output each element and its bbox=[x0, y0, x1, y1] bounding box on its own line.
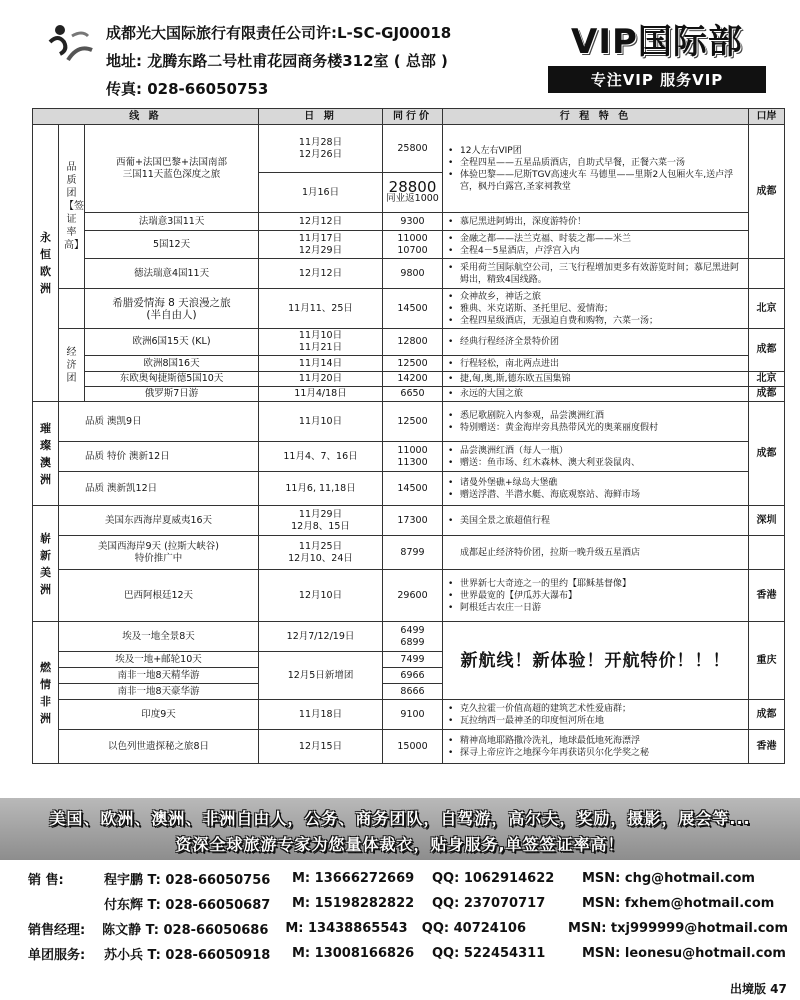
price-cell: 12500 bbox=[383, 402, 443, 442]
date-cell: 11月4、7、16日 bbox=[259, 442, 383, 472]
feature-item: 成都起止经济特价团，拉斯一晚升级五星酒店 bbox=[460, 547, 641, 558]
feature-item: • 阿根廷古农庄一日游 bbox=[446, 602, 745, 614]
contact-row bbox=[28, 941, 788, 966]
port-cell bbox=[749, 536, 785, 570]
feature-item: • 克久拉霍一价值高超的建筑艺术性爱庙群； bbox=[446, 703, 745, 715]
route-cell: 5国12天 bbox=[85, 231, 259, 259]
table-row bbox=[33, 387, 785, 402]
date-cell: 12月12日 bbox=[259, 259, 383, 289]
feature-item: • 行程轻松，南北两点进出 bbox=[446, 358, 745, 370]
table-row bbox=[33, 372, 785, 387]
port-cell: 北京 bbox=[749, 372, 785, 387]
feature-item: • 悉尼歌剧院入内参观，品尝澳洲红酒 bbox=[446, 410, 745, 422]
price-cell: 8799 bbox=[383, 536, 443, 570]
port-cell: 重庆 bbox=[749, 622, 785, 700]
feature-item: • 特别赠送：黄金海岸旁具热带风光的奥莱丽度假村 bbox=[446, 422, 745, 434]
table-row bbox=[33, 506, 785, 536]
price-cell: 6650 bbox=[383, 387, 443, 402]
date-cell: 12月12日 bbox=[259, 213, 383, 231]
price-cell: 25800 bbox=[383, 125, 443, 173]
company-license: 成都光大国际旅行有限责任公司许:L-SC-GJ00018 bbox=[106, 24, 452, 42]
table-row bbox=[33, 125, 785, 173]
date-cell: 11月4/18日 bbox=[259, 387, 383, 402]
contact-role: 单团服务: bbox=[28, 948, 86, 963]
feature-item: • 金融之都——法兰克福、时装之都——米兰 bbox=[446, 233, 745, 245]
region-australia: 璀璨澳洲 bbox=[33, 402, 59, 506]
feature-item: • 全程四星——五星品质酒店，自助式早餐，正餐六菜一汤 bbox=[446, 157, 745, 169]
table-row bbox=[33, 231, 785, 259]
features-cell bbox=[443, 442, 749, 472]
route-cell: 品质 特价 澳新12日 bbox=[59, 442, 259, 472]
table-row bbox=[33, 402, 785, 442]
route-cell: 东欧奥匈捷斯德5国10天 bbox=[85, 372, 259, 387]
feature-item: • 永远的大国之旅 bbox=[446, 388, 745, 400]
vip-block bbox=[548, 22, 766, 93]
price-cell: 14500 bbox=[383, 472, 443, 506]
col-header-date: 日 期 bbox=[259, 109, 383, 125]
price-cell: 6966 bbox=[383, 668, 443, 684]
feature-item: • 瓦拉纳西一最神圣的印度恒河所在地 bbox=[446, 715, 745, 727]
date-cell: 11月18日 bbox=[259, 700, 383, 730]
features-cell bbox=[443, 372, 749, 387]
feature-item: • 世界最宽的【伊瓜苏大瀑布】 bbox=[446, 590, 745, 602]
price-cell: 7499 bbox=[383, 652, 443, 668]
date-cell: 11月25日 12月10、24日 bbox=[259, 536, 383, 570]
promo-banner bbox=[0, 798, 800, 860]
contact-row bbox=[28, 866, 788, 891]
region-africa: 燃情非洲 bbox=[33, 622, 59, 764]
route-cell: 欧洲8国16天 bbox=[85, 356, 259, 372]
contact-msn: MSN: leonesu@hotmail.com bbox=[582, 946, 786, 961]
route-cell: 美国西海岸9天 (拉斯大峡谷) 特价推广中 bbox=[59, 536, 259, 570]
price-cell: 14500 bbox=[383, 289, 443, 329]
route-cell: 巴西阿根廷12天 bbox=[59, 570, 259, 622]
table-header-row bbox=[33, 109, 785, 125]
feature-item: • 赠送浮潜、半潜水艇、海底观察站、海鲜市场 bbox=[446, 489, 745, 501]
price-cell: 6499 6899 bbox=[383, 622, 443, 652]
vip-title: VIP国际部 bbox=[571, 22, 743, 62]
price-cell: 11000 11300 bbox=[383, 442, 443, 472]
contact-qq: QQ: 40724106 bbox=[421, 921, 526, 936]
feature-item: • 精神高地耶路撒冷洗礼，地球最低地死海漂浮 bbox=[446, 735, 745, 747]
route-cell: 法瑞意3国11天 bbox=[85, 213, 259, 231]
features-cell bbox=[443, 570, 749, 622]
features-cell bbox=[443, 472, 749, 506]
price-value: 28800 bbox=[388, 177, 437, 196]
port-cell: 成都 bbox=[749, 329, 785, 372]
date-cell: 11月28日 12月26日 bbox=[259, 125, 383, 173]
company-fax: 传真: 028-66050753 bbox=[106, 80, 269, 98]
feature-item: • 经典行程经济全景特价团 bbox=[446, 336, 745, 348]
feature-item: • 雅典、米克诺斯、圣托里尼、爱情海； bbox=[446, 303, 745, 315]
feature-item: • 探寻上帝应许之地探今年再获诺贝尔化学奖之秘 bbox=[446, 747, 745, 759]
features-cell bbox=[443, 213, 749, 231]
port-cell: 北京 bbox=[749, 289, 785, 329]
banner-slogan: 资深全球旅游专家为您量体裁衣，贴身服务,单签签证率高！ bbox=[175, 835, 625, 854]
contact-mobile: M: 13438865543 bbox=[285, 921, 408, 936]
table-row bbox=[33, 570, 785, 622]
contact-list bbox=[28, 866, 788, 966]
price-cell: 9800 bbox=[383, 259, 443, 289]
feature-item: • 众神故乡，神话之旅 bbox=[446, 291, 745, 303]
date-cell: 11月17日 12月29日 bbox=[259, 231, 383, 259]
price-cell: 12500 bbox=[383, 356, 443, 372]
table-row bbox=[33, 536, 785, 570]
route-cell: 美国东西海岸夏威夷16天 bbox=[59, 506, 259, 536]
price-cell: 15000 bbox=[383, 730, 443, 764]
features-cell bbox=[443, 536, 749, 570]
price-cell: 12800 bbox=[383, 329, 443, 356]
contact-name-phone: 程宇鹏 T: 028-66050756 bbox=[104, 873, 271, 888]
route-cell: 埃及一地+邮轮10天 bbox=[59, 652, 259, 668]
date-cell: 11月11、25日 bbox=[259, 289, 383, 329]
feature-item: • 捷,匈,奥,斯,德东欧五国集锦 bbox=[446, 373, 745, 385]
feature-item: • 12人左右VIP团 bbox=[446, 145, 745, 157]
contact-row bbox=[28, 916, 788, 941]
table-row bbox=[33, 730, 785, 764]
feature-item: • 体验巴黎——尼斯TGV高速火车 马德里——里斯2人包厢火车,送卢浮宫，枫丹白露宫,圣家祠教堂 bbox=[446, 169, 745, 193]
subgroup-empty bbox=[59, 289, 85, 329]
price-cell: 14200 bbox=[383, 372, 443, 387]
new-route-slogan: 新航线！新体验！开航特价！！！ bbox=[443, 622, 749, 700]
route-cell: 埃及一地全景8天 bbox=[59, 622, 259, 652]
route-cell: 品质 澳新凯12日 bbox=[59, 472, 259, 506]
contact-qq: QQ: 1062914622 bbox=[432, 871, 555, 886]
port-cell: 成都 bbox=[749, 402, 785, 506]
contact-mobile: M: 13666272669 bbox=[292, 871, 415, 886]
contact-name-phone: 陈文静 T: 028-66050686 bbox=[102, 923, 269, 938]
company-address: 地址: 龙腾东路二号杜甫花园商务楼312室 ( 总部 ) bbox=[106, 52, 448, 70]
price-note: 同业返1000 bbox=[386, 192, 439, 204]
date-cell: 11月29日 12月8、15日 bbox=[259, 506, 383, 536]
contact-name-phone: 苏小兵 T: 028-66050918 bbox=[104, 948, 271, 963]
features-cell bbox=[443, 231, 749, 259]
table-row bbox=[33, 356, 785, 372]
col-header-port: 口岸 bbox=[749, 109, 785, 125]
price-cell bbox=[383, 173, 443, 213]
date-cell: 12月15日 bbox=[259, 730, 383, 764]
header bbox=[0, 0, 800, 110]
page-number: 出境版 47 bbox=[730, 982, 787, 996]
subgroup-economy: 经济团 bbox=[59, 329, 85, 402]
route-cell: 印度9天 bbox=[59, 700, 259, 730]
price-cell: 9100 bbox=[383, 700, 443, 730]
features-cell bbox=[443, 259, 749, 289]
contact-role: 销 售: bbox=[28, 873, 64, 888]
feature-item: • 诸曼外堡礁+绿岛大堡礁 bbox=[446, 477, 745, 489]
feature-item: • 品尝澳洲红酒（每人一瓶） bbox=[446, 445, 745, 457]
col-header-features: 行 程 特 色 bbox=[443, 109, 749, 125]
features-cell bbox=[443, 402, 749, 442]
contact-msn: MSN: fxhem@hotmail.com bbox=[582, 896, 775, 911]
contact-mobile: M: 13008166826 bbox=[292, 946, 415, 961]
port-cell: 香港 bbox=[749, 730, 785, 764]
feature-item: • 世界新七大奇迹之一的里约【耶稣基督像】 bbox=[446, 578, 745, 590]
contact-qq: QQ: 237070717 bbox=[432, 896, 546, 911]
port-cell: 深圳 bbox=[749, 506, 785, 536]
features-cell bbox=[443, 289, 749, 329]
date-cell: 11月14日 bbox=[259, 356, 383, 372]
price-cell: 9300 bbox=[383, 213, 443, 231]
feature-item: • 慕尼黑进阿姆出，深度游特价！ bbox=[446, 216, 745, 228]
contact-msn: MSN: chg@hotmail.com bbox=[582, 871, 755, 886]
route-cell: 欧洲6国15天 (KL) bbox=[85, 329, 259, 356]
route-cell: 俄罗斯7日游 bbox=[85, 387, 259, 402]
feature-item: • 全程4－5星酒店，卢浮宫入内 bbox=[446, 245, 745, 257]
col-header-route: 线 路 bbox=[33, 109, 259, 125]
subgroup-quality: 品质团【签证率高】 bbox=[59, 125, 85, 289]
table-row bbox=[33, 700, 785, 730]
date-cell: 12月7/12/19日 bbox=[259, 622, 383, 652]
date-cell: 1月16日 bbox=[259, 173, 383, 213]
route-cell: 西葡+法国巴黎+法国南部 三国11天蓝色深度之旅 bbox=[85, 125, 259, 213]
date-cell: 11月10日 11月21日 bbox=[259, 329, 383, 356]
contact-role: 销售经理: bbox=[28, 923, 86, 938]
table-row bbox=[33, 472, 785, 506]
date-cell: 12月10日 bbox=[259, 570, 383, 622]
region-america: 崭新美洲 bbox=[33, 506, 59, 622]
table-row bbox=[33, 289, 785, 329]
feature-item: • 美国全景之旅超值行程 bbox=[446, 515, 745, 527]
vip-slogan: 专注VIP 服务VIP bbox=[548, 66, 766, 93]
banner-services: 美国、欧洲、澳洲、非洲自由人，公务、商务团队，自驾游，高尔夫，奖励，摄影，展会等... bbox=[49, 809, 751, 828]
features-cell bbox=[443, 700, 749, 730]
company-logo-icon bbox=[42, 20, 98, 70]
port-cell: 香港 bbox=[749, 570, 785, 622]
region-europe: 永恒欧洲 bbox=[33, 125, 59, 402]
feature-item: • 全程四星级酒店，无强迫自费和购物，六菜一汤； bbox=[446, 315, 745, 327]
features-cell bbox=[443, 387, 749, 402]
col-header-price: 同行价 bbox=[383, 109, 443, 125]
features-cell bbox=[443, 730, 749, 764]
port-cell: 成都 bbox=[749, 387, 785, 402]
route-cell: 以色列世遗探秘之旅8日 bbox=[59, 730, 259, 764]
features-cell bbox=[443, 356, 749, 372]
features-cell bbox=[443, 329, 749, 356]
table-row bbox=[33, 622, 785, 652]
price-cell: 17300 bbox=[383, 506, 443, 536]
contact-name-phone: 付东辉 T: 028-66050687 bbox=[104, 898, 271, 913]
date-cell: 11月10日 bbox=[259, 402, 383, 442]
features-cell bbox=[443, 506, 749, 536]
contact-qq: QQ: 522454311 bbox=[432, 946, 546, 961]
port-cell: 成都 bbox=[749, 125, 785, 259]
price-cell: 29600 bbox=[383, 570, 443, 622]
table-row bbox=[33, 442, 785, 472]
feature-item: • 采用荷兰国际航空公司，三飞行程增加更多有效游览时间；慕尼黑进阿姆出，精致4国线路。 bbox=[446, 262, 745, 286]
route-cell: 品质 澳凯9日 bbox=[59, 402, 259, 442]
tour-table bbox=[32, 108, 784, 764]
table-row bbox=[33, 213, 785, 231]
contact-mobile: M: 15198282822 bbox=[292, 896, 415, 911]
route-cell: 南非一地8天豪华游 bbox=[59, 684, 259, 700]
contact-row bbox=[28, 891, 788, 916]
contact-msn: MSN: txj999999@hotmail.com bbox=[568, 921, 788, 936]
route-cell: 希腊爱情海 8 天浪漫之旅 (半自由人) bbox=[85, 289, 259, 329]
date-cell: 11月20日 bbox=[259, 372, 383, 387]
table-row bbox=[33, 259, 785, 289]
price-cell: 8666 bbox=[383, 684, 443, 700]
date-cell: 11月6, 11,18日 bbox=[259, 472, 383, 506]
table-row bbox=[33, 329, 785, 356]
port-cell: 成都 bbox=[749, 700, 785, 730]
feature-item: • 赠送：鱼市场、红木森林、澳大利亚袋鼠肉、 bbox=[446, 457, 745, 469]
port-cell bbox=[749, 259, 785, 289]
price-cell: 11000 10700 bbox=[383, 231, 443, 259]
date-cell: 12月5日新增团 bbox=[259, 652, 383, 700]
features-cell bbox=[443, 125, 749, 213]
route-cell: 南非一地8天精华游 bbox=[59, 668, 259, 684]
route-cell: 德法瑞意4国11天 bbox=[85, 259, 259, 289]
